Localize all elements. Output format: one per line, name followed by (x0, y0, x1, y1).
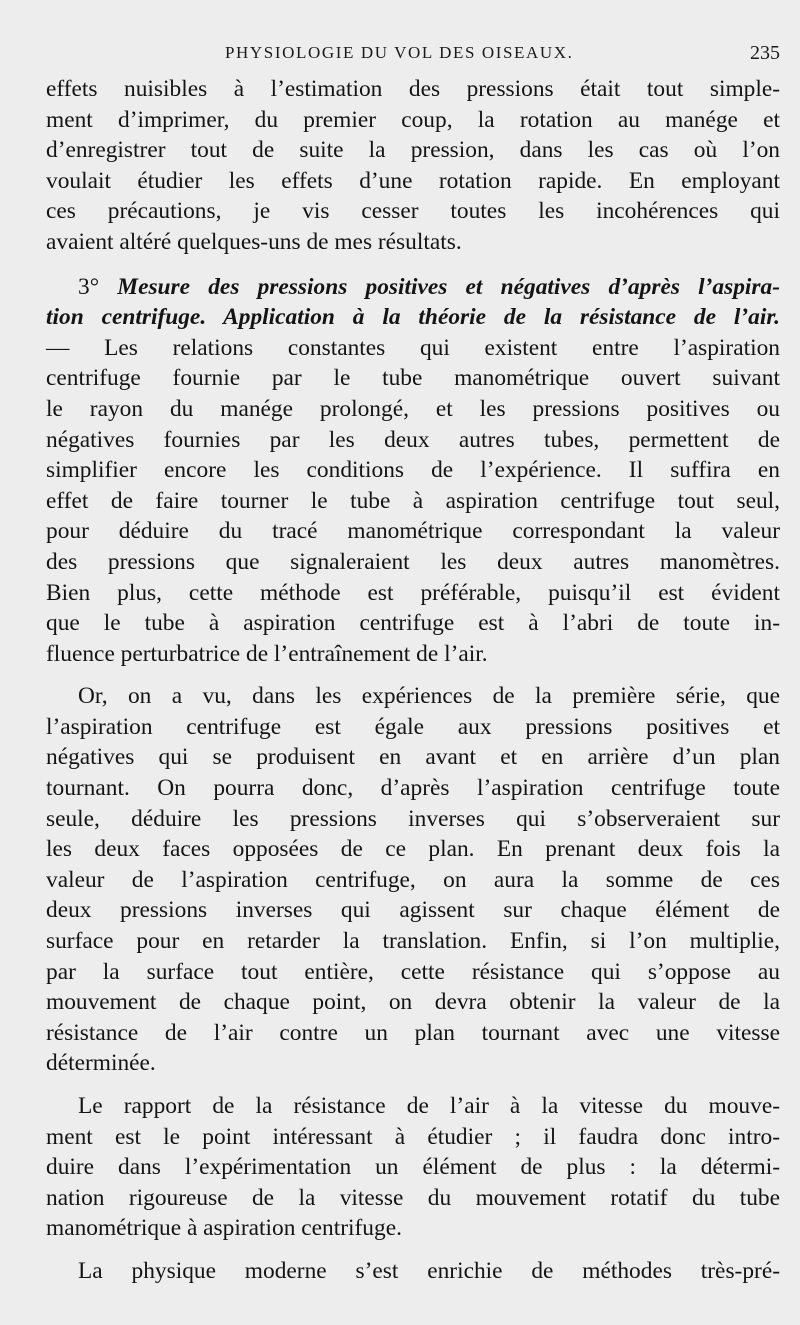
text-line: les deux faces opposées de ce plan. En prenant deux fois la (46, 836, 780, 863)
text-line: effet de faire tourner le tube à aspiration centrifuge tout seul, (46, 487, 780, 514)
text-line: nation rigoureuse de la vitesse du mouvement rotatif du tube (46, 1184, 780, 1211)
text-line: ces précautions, je vis cesser toutes les incohérences qui (46, 198, 780, 225)
text-line: — Les relations constantes qui existent entre l’aspiration (46, 334, 780, 361)
text-line: surface pour en retarder la translation. Enfin, si l’on multiplie, (46, 928, 780, 955)
text-line: effets nuisibles à l’estimation des pressions était tout simple- (46, 76, 780, 102)
text-line: mouvement de chaque point, on devra obtenir la valeur de la (46, 989, 780, 1016)
paragraph-4 (46, 1091, 780, 1244)
text-line: seule, déduire les pressions inverses qui s’observeraient sur (46, 805, 780, 832)
section-heading-line (46, 272, 780, 303)
text-line: duire dans l’expérimentation un élément de plus : la détermi- (46, 1154, 780, 1181)
text-line: fluence perturbatrice de l’entraînement de l’air. (46, 640, 488, 667)
text-line: ment d’imprimer, du premier coup, la rotation au manége et (46, 106, 780, 133)
text-line: deux pressions inverses qui agissent sur chaque élément de (46, 897, 780, 924)
text-line: pour déduire du tracé manométrique correspondant la valeur (46, 518, 780, 545)
paragraph-2 (46, 272, 780, 670)
text-line: l’aspiration centrifuge est égale aux pressions positives et (46, 713, 780, 740)
section-title-part-2: tion centrifuge. Application à la théorie de la résistance de l’air. (46, 304, 780, 331)
text-line: négatives fournies par les deux autres tubes, permettent de (46, 426, 780, 453)
text-line: ment est le point intéressant à étudier ; il faudra donc intro- (46, 1123, 780, 1150)
text-line: d’enregistrer tout de suite la pression, dans les cas où l’on (46, 137, 780, 164)
text-line: simplifier encore les conditions de l’expérience. Il suffira en (46, 457, 780, 484)
paragraph-5 (46, 1256, 780, 1287)
text-line: Bien plus, cette méthode est préférable, puisqu’il est évident (46, 579, 780, 606)
body-text (46, 74, 780, 1287)
text-line: des pressions que signaleraient les deux autres manomètres. (46, 548, 780, 575)
text-line: centrifuge fournie par le tube manométrique ouvert suivant (46, 365, 780, 392)
paragraph-1 (46, 74, 780, 258)
page-header (45, 38, 780, 68)
text-line: résistance de l’air contre un plan tournant avec une vitesse (46, 1019, 780, 1046)
running-title: PHYSIOLOGIE DU VOL DES OISEAUX. (225, 43, 574, 62)
section-title-part-1: Mesure des pressions positives et négatives d’après l’aspira- (117, 273, 780, 300)
text-line: que le tube à aspiration centrifuge est à l’abri de toute in- (46, 610, 780, 637)
text-line: Or, on a vu, dans les expériences de la première série, que (78, 683, 780, 710)
text-line: avaient altéré quelques-uns de mes résultats. (46, 228, 462, 255)
text-line: Le rapport de la résistance de l’air à la vitesse du mouve- (78, 1093, 780, 1119)
text-line: déterminée. (46, 1050, 156, 1077)
page-number: 235 (750, 42, 780, 64)
text-line: La physique moderne s’est enrichie de méthodes très-pré- (78, 1257, 780, 1284)
text-line: tournant. On pourra donc, d’après l’aspiration centrifuge toute (46, 775, 780, 802)
text-line: négatives qui se produisent en avant et en arrière d’un plan (46, 744, 780, 771)
text-line: par la surface tout entière, cette résistance qui s’oppose au (46, 958, 780, 985)
text-line: valeur de l’aspiration centrifuge, on aura la somme de ces (46, 866, 780, 893)
paragraph-3 (46, 681, 780, 1079)
text-line: manométrique à aspiration centrifuge. (46, 1215, 402, 1242)
section-number: 3° (78, 273, 100, 300)
text-line: le rayon du manége prolongé, et les pressions positives ou (46, 395, 780, 422)
text-line: voulait étudier les effets d’une rotation rapide. En employant (46, 167, 780, 194)
